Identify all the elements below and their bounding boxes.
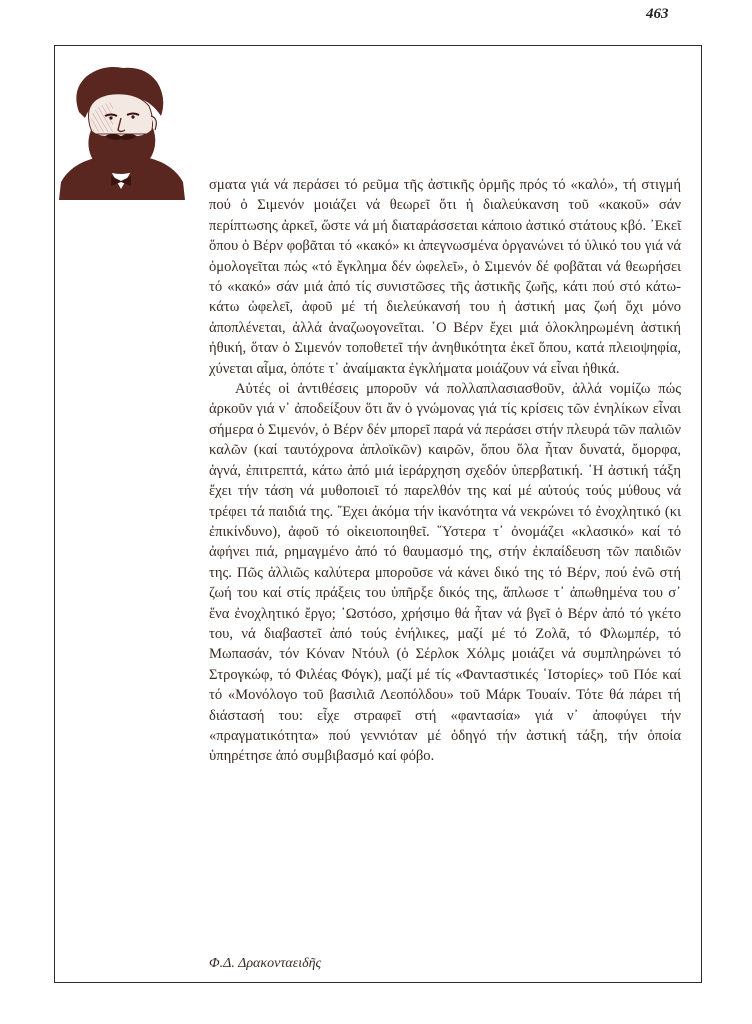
author-signature: Φ.Δ. Δρακονταειδῆς [209, 956, 322, 971]
article-body [209, 175, 681, 767]
author-portrait [57, 60, 185, 200]
page-number: 463 [646, 6, 669, 22]
paragraph-2: Αὐτές οἱ ἀντιθέσεις μποροῦν νά πολλαπλασιασθοῦν, ἀλλά νομίζω πώς ἀρκοῦν γιά ν᾿ ἀποδείξουν ὅτι ἄν ὁ γνώμονας γιά τίς κρίσεις τῶν ἐνηλίκων εἶναι σήμερα ὁ Σιμενόν, ὁ Βέρν δέν μπορεῖ παρά νά περάσει στήν πλευρά τῶν παλιῶν καλῶν (καί ταυτόχρονα ἀπλοϊκῶν) καιρῶν, ὅπου ὅλα ἦταν δυνατά, ὄμορφα, ἁγνά, ἐπιτρεπτά, κάτω ἀπό μιά ἱεράρχηση σχεδόν ὑπερβατική. ῾Η ἀστική τάξη ἔχει τήν τάση νά μυθοποιεῖ τό παρελθόν της καί μέ αὐτούς τούς μύθους νά τρέφει τά παιδιά της. ῎Εχει ἀκόμα τήν ἱκανότητα νά νεκρώνει τό ἐνοχλητικό (κι ἐπικίνδυνο), ἀφοῦ τό οἰκειοποιηθεῖ. ῞Υστερα τ᾿ ὀνομάζει «κλασικό» καί τό ἀφήνει πιά, ρημαγμένο ἀπό τό θαυμασμό της, στήν ἐκπαίδευση τῶν παιδιῶν της. Πῶς ἀλλιῶς καλύτερα μποροῦσε νά κάνει δικό της τό Βέρν, πού ἐνῶ στή ζωή του καί στίς πράξεις του ὑπῆρξε δικός της, ἅπλωσε τ᾿ ἀπωθημένα του σ᾿ ἕνα ἐνοχλητικό ἔργο; ᾿Ωστόσο, χρήσιμο θά ἦταν νά βγεῖ ὁ Βέρν ἀπό τό γκέτο του, νά διαβαστεῖ ἀπό τούς ἐνήλικες, μαζί μέ τό Ζολᾶ, τό Φλωμπέρ, τό Μωπασάν, τόν Κόναν Ντόυλ (ὁ Σέρλοκ Χόλμς μοιάζει νά συμπληρώνει τό Στρογκώφ, τό Φιλέας Φόγκ), μαζί μέ τίς «Φανταστικές ῾Ιστορίες» τοῦ Πόε καί τό «Μονόλογο τοῦ βασιλιᾶ Λεοπόλδου» τοῦ Μάρκ Τουαίν. Τότε θά πάρει τή διάστασή του: εἶχε στραφεῖ στή «φαντασία» γιά ν᾿ ἀποφύγει τήν «πραγματικότητα» πού γεννιόταν μέ ὁδηγό τήν ἀστική τάξη, τήν ὁποία ὑπηρέτησε ἀπό συμβιβασμό καί φόβο. [209, 381, 681, 765]
paragraph-1: σματα γιά νά περάσει τό ρεῦμα τῆς ἀστικῆς ὁρμῆς πρός τό «καλό», τή στιγμή πού ὁ Σιμενόν μοιάζει νά θεωρεῖ ὅτι ἡ διαλεύκανση τοῦ «κακοῦ» σάν περίπτωσης ἀρκεῖ, ὥστε νά μή διαταράσσεται κάποιο ἀστικό στάτους κβό. ᾿Εκεῖ ὅπου ὁ Βέρν φοβᾶται τό «κακό» κι ἀπεγνωσμένα ὀργανώνει τό ὑλικό του γιά νά ὁμολογεῖται πώς «τό ἔγκλημα δέν ὠφελεῖ», ὁ Σιμενόν δέ φοβᾶται νά θεωρήσει τό «κακό» σάν μιά ἀπό τίς συνιστῶσες τῆς ἀστικῆς ζωῆς, κάτι πού στό κάτω-κάτω ὠφελεῖ, ἀφοῦ μέ τή διελεύκανσή του ἡ ἀστική μας ζωή ὄχι μόνο ἀποπλένεται, ἀλλά ἀναζωογονεῖται. ῾Ο Βέρν ἔχει μιά ὁλοκληρωμένη ἀστική ἠθική, ὅταν ὁ Σιμενόν τοποθετεῖ τήν ἀνηθικότητα ἐκεῖ ὅπου, κατά πλειοψηφία, χύνεται αἷμα, ὁπότε τ᾿ ἀναίμακτα ἐγκλήματα μοιάζουν νά εἶναι ἠθικά. [209, 177, 681, 377]
